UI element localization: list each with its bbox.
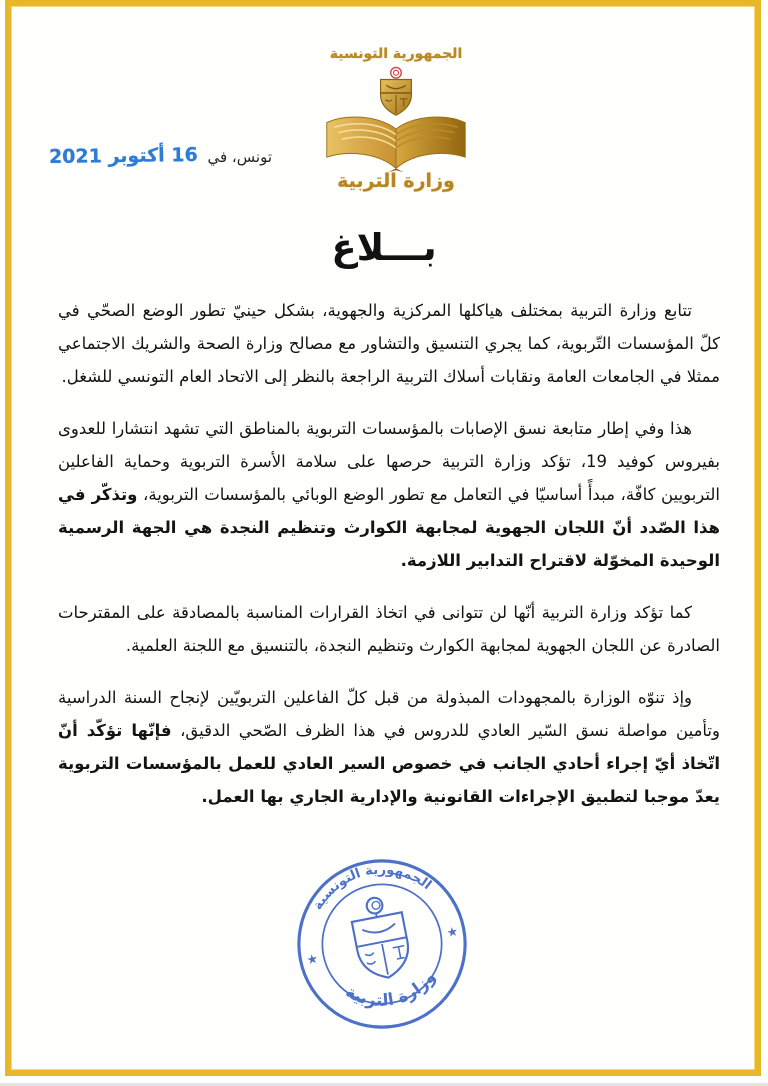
stamp-top-text-path: الجمهورية التونسية (310, 862, 434, 913)
paragraph (58, 596, 720, 662)
paragraph-segment: تتابع وزارة التربية بمختلف هياكلها المركزية والجهوية، بشكل حينيّ تطور الوضع الصحّي في كلّ المؤسسات التّربوية، كما يجري التنسيق والتشاور مع مصالح وزارة الصحة والشريك الاجتماعي ممثلا في الجامعات العامة ونقابات أسلاك التربية الراجعة بالنظر إلى الاتحاد العام التونسي للشغل. (58, 301, 720, 386)
stamp-star-right: ★ (445, 923, 460, 941)
tunisia-coat-of-arms-icon (372, 66, 420, 120)
paragraph-segment: كما تؤكد وزارة التربية أنّها لن تتوانى في اتخاذ القرارات المناسبة بالمصادقة على المقترحات الصادرة عن اللجان الجهوية لمجابهة الكوارث وتنظيم النجدة، بالتنسيق مع اللجنة العلمية. (58, 603, 720, 655)
ministry-name-calligraphy: وزارة التربية (337, 170, 455, 192)
svg-text:وزارة التربية (340, 965, 444, 1018)
official-round-stamp (294, 856, 470, 1018)
date-ink-stamp: 16 أكتوبر 2021 (48, 143, 198, 169)
paragraph (58, 294, 720, 393)
paragraph (58, 681, 720, 813)
stamp-star-left: ★ (305, 950, 320, 968)
republic-calligraphy: الجمهورية التونسية (329, 46, 463, 62)
document-title: بـــلاغ (331, 226, 437, 269)
body-text (58, 294, 720, 832)
stamp-bottom-text-path: وزارة التربية (342, 967, 440, 1010)
date-line (48, 138, 272, 169)
paragraph-segment: وإذ تنوّه الوزارة بالمجهودات المبذولة من قبل كلّ الفاعلين التربويّين لإنجاح السنة الدراسية وتأمين مواصلة نسق السّير العادي للدروس في هذا الظرف الصّحي الدقيق، (58, 688, 720, 740)
paragraph-segment: هذا وفي إطار متابعة نسق الإصابات بالمؤسسات التربوية بالمناطق التي تشهد انتشارا للعدوى بفيروس كوفيد 19، تؤكد وزارة التربية حرصها على سلامة الأسرة التربوية وحماية الفاعلين التربويين كافّة، مبدأً أساسيّا في التعامل مع تطور الوضع الوبائي بالمؤسسات التربوية، (58, 419, 720, 504)
paragraph-bold-segment: فإنّها تؤكّد أنّ اتّخاذ أيّ إجراء أحادي الجانب في خصوص السير العادي للعمل بالمؤسسات التربوية يعدّ موجبا لتطبيق الإجراءات القانونية والإدارية الجاري بها العمل. (58, 721, 720, 806)
place-label: تونس، في (207, 148, 272, 166)
ministry-logo-block (318, 46, 474, 192)
paragraph-bold-segment: وتذكّر في هذا الصّدد أنّ اللجان الجهوية لمجابهة الكوارث وتنظيم النجدة هي الجهة الرسمية الوحيدة المخوّلة لاقتراح التدابير اللازمة. (58, 485, 720, 570)
stamp-coat-of-arms (348, 893, 413, 982)
open-book-logo-icon (320, 116, 472, 172)
paragraph (58, 412, 720, 577)
